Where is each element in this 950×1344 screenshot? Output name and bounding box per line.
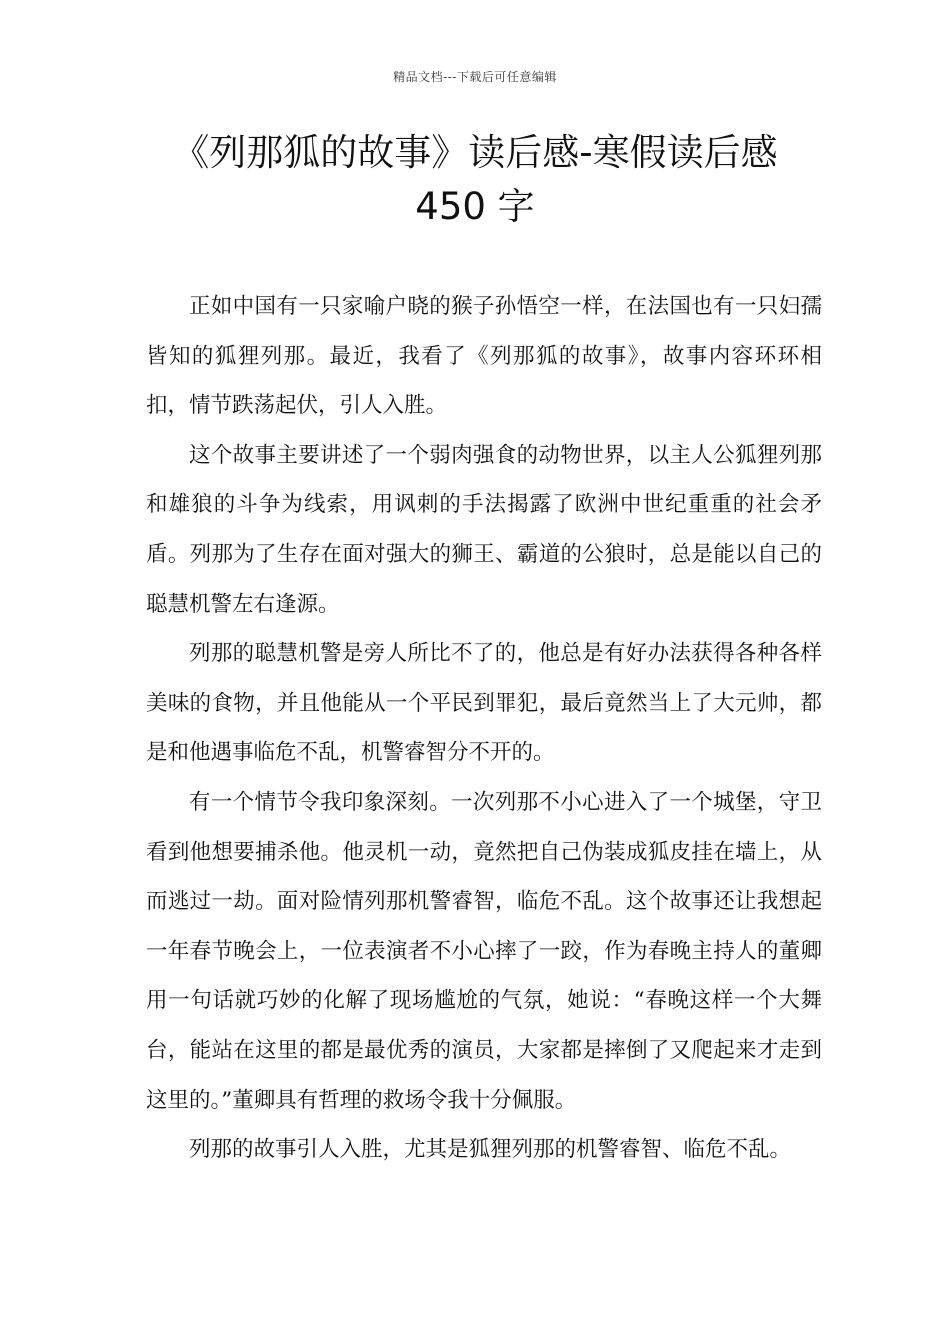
paragraph: 有一个情节令我印象深刻。一次列那不小心进入了一个城堡，守卫看到他想要捕杀他。他灵机一动，竟然把自己伪装成狐皮挂在墙上，从而逃过一劫。面对险情列那机警睿智，临危不乱。这个故事还让我想起一年春节晚会上，一位表演者不小心摔了一跤，作为春晚主持人的董卿用一句话就巧妙的化解了现场尴尬的气氛，她说：“春晚这样一个大舞台，能站在这里的都是最优秀的演员，大家都是摔倒了又爬起来才走到这里的。”董卿具有哲理的救场令我十分佩服。 [146,789,822,1113]
title-line-2: 450 字 [415,185,535,228]
document-body [146,282,822,1175]
document-title [120,126,830,234]
paragraph: 列那的故事引人入胜，尤其是狐狸列那的机警睿智、临危不乱。 [189,1137,792,1163]
header-note: 精品文档---下载后可任意编辑 [393,70,557,84]
paragraph: 列那的聪慧机警是旁人所比不了的，他总是有好办法获得各种各样美味的食物，并且他能从一个平民到罪犯，最后竟然当上了大元帅，都是和他遇事临危不乱，机警睿智分不开的。 [146,641,822,766]
paragraph: 这个故事主要讲述了一个弱肉强食的动物世界，以主人公狐狸列那和雄狼的斗争为线索，用讽刺的手法揭露了欧洲中世纪重重的社会矛盾。列那为了生存在面对强大的狮王、霸道的公狼时，总是能以自己的聪慧机警左右逢源。 [146,442,822,617]
title-line-1: 《列那狐的故事》读后感-寒假读后感 [172,131,778,174]
paragraph: 正如中国有一只家喻户晓的猴子孙悟空一样，在法国也有一只妇孺皆知的狐狸列那。最近，我看了《列那狐的故事》，故事内容环环相扣，情节跌荡起伏，引人入胜。 [146,294,822,419]
